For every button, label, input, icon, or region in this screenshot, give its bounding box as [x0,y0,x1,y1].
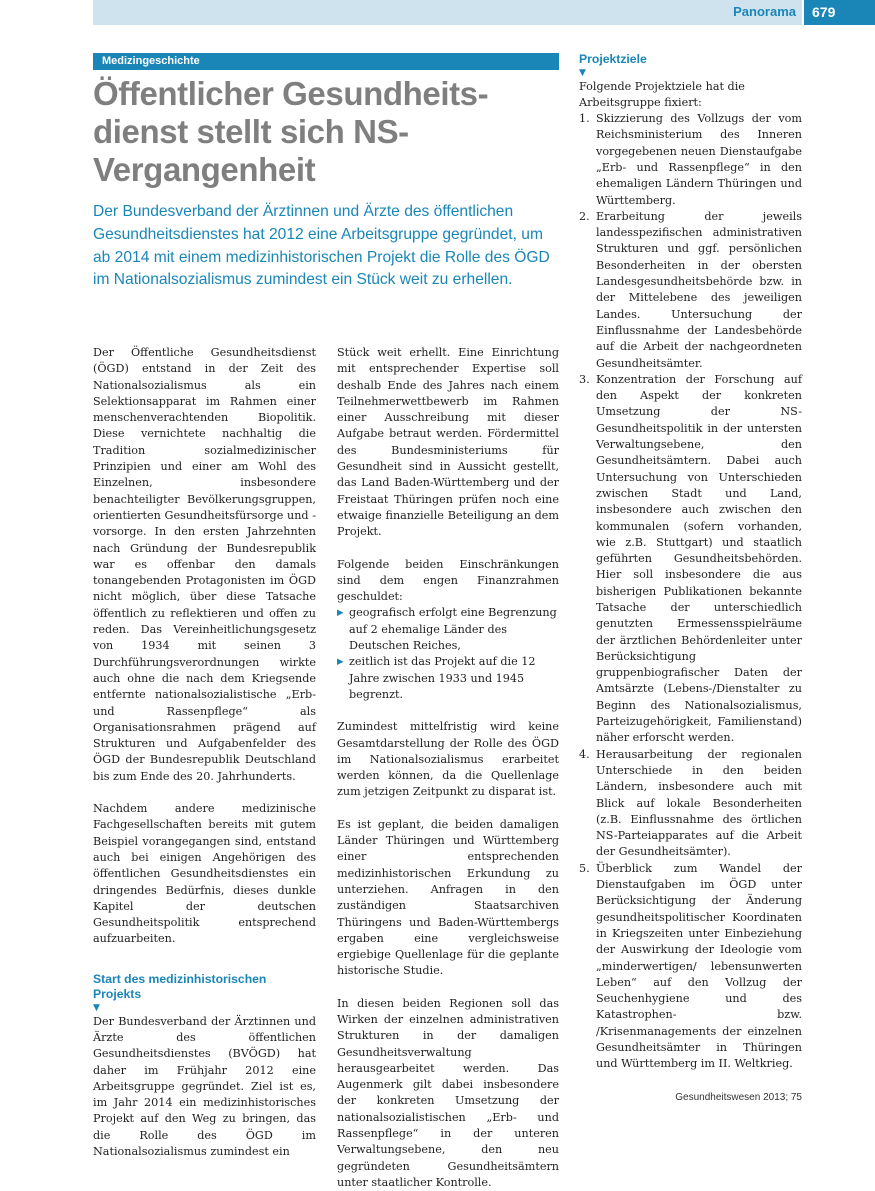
column-1 [93,345,316,1160]
kicker-label: Medizingeschichte [93,53,559,70]
paragraph: Stück weit erhellt. Eine Einrichtung mit entsprechender Expertise soll deshalb Ende des Jahres nach einem Teilnehmerwettbewerb im Rahmen einer Ausschreibung mit dieser Aufgabe betraut werden. Fördermittel des Bundesministeriums für Gesundheit sind in Aussicht gestellt, das Land Baden-Württemberg und der Freistaat Thüringen prüfen noch eine etwaige finanzielle Beteiligung an dem Projekt. [337,346,559,539]
footer-citation: Gesundheitswesen 2013; 75 [675,1092,802,1103]
list-number: 2. [579,209,590,223]
section-heading: Projektziele [579,52,647,66]
goals-list [579,111,802,1073]
section-heading-block [93,972,316,1014]
list-item [579,861,802,1073]
list-number: 1. [579,112,590,126]
paragraph: Zumindest mittelfristig wird keine Gesamtdarstellung der Rolle des ÖGD im Nationalsozialismus erarbeitet werden können, da die Quellenlage zum jetzigen Zeitpunkt zu disparat ist. [337,720,559,799]
list-item-text: geografisch erfolgt eine Begrenzung auf 2 ehemalige Länder des Deutschen Reiches, [349,606,557,653]
list-item [579,111,802,209]
paragraph: In diesen beiden Regionen soll das Wirken der einzelnen administrativen Strukturen in der damaligen Gesundheitsverwaltung herausgearbeitet werden. Das Augenmerk gilt dabei insbesondere der konkreten Umsetzung der nationalsozialistischen „Erb- und Rassenpflege“ in der unteren Verwaltungsebene, den neu gegründeten Gesundheitsämtern unter staatlicher Kontrolle. [337,996,559,1189]
triangle-right-icon: ▶ [337,657,344,668]
paragraph: Der Öffentliche Gesundheitsdienst (ÖGD) entstand in der Zeit des Nationalsozialismus als ein Selektionsapparat im Rahmen einer menschenverachtenden Biopolitik. Diese vernichtete nachhaltig die Tradition sozialmedizinischer Prinzipien und einer am Wohl des Einzelnen, insbesondere benachteiligter Bevölkerungsgruppen, orientierten Gesundheitsfürsorge und -vorsorge. In den ersten Jahrzehnten nach Gründung der Bundesrepublik war es offenbar den damals tonangebenden Protagonisten im ÖGD nicht möglich, über diese Tatsache öffentlich zu reflektieren und offen zu reden. Das Vereinheitlichungsgesetz von 1934 mit seinen 3 Durchführungsverordnungen wirkte auch ohne die nach dem Kriegsende entfernte nationalsozialistische „Erb- und Rassenpflege“ als Organisationsrahmen prägend auf Strukturen und Aufgabenfelder des ÖGD der Bundesrepublik Deutschland bis zum Ende des 20. Jahrhunderts. [93,346,316,783]
section-label: Panorama [733,4,796,19]
list-item [579,747,802,861]
header-bar [93,0,802,25]
bullet-list [337,605,559,703]
list-item-text: Skizzierung des Vollzugs der vom Reichsministerium des Inneren vorgegebenen neuen Dienstaufgabe „Erb- und Rassenpflege“ in den ehemaligen Ländern Thüringen und Württemberg. [596,112,802,207]
list-number: 4. [579,747,590,761]
article-title: Öffentlicher Gesundheits-dienst stellt sich NS-Vergangenheit [93,75,489,188]
section-heading: Start des medizinhistorischen Projekts [93,971,267,1002]
page-number: 679 [804,0,875,25]
list-number: 3. [579,372,590,386]
list-item-text: Erarbeitung der jeweils landesspezifischen administrativen Strukturen und ggf. persönlichen Besonderheiten in der obersten Landesgesundheitsbehörde bzw. in der Mittelebene des jeweiligen Landes. Untersuchung der Einflussnahme der Landesbehörde auf die Arbeit der nachgeordneten Gesundheitsämter. [596,209,802,370]
paragraph: Der Bundesverband der Ärztinnen und Ärzte des öffentlichen Gesundheitsdienstes (BVÖGD) hat daher im Frühjahr 2012 eine Arbeitsgruppe gegründet. Ziel ist es, im Jahr 2014 ein medizinhistorisches Projekt auf den Weg zu bringen, das die Rolle des ÖGD im Nationalsozialismus zumindest ein [93,1014,316,1159]
article-lead: Der Bundesverband der Ärztinnen und Ärzte des öffentlichen Gesundheitsdienstes hat 2012 eine Arbeitsgruppe gegründet, um ab 2014 mit einem medizinhistorischen Projekt die Rolle des ÖGD im Nationalsozialismus zumindest ein Stück weit zu erhellen. [93,203,550,289]
list-item-text: zeitlich ist das Projekt auf die 12 Jahre zwischen 1933 und 1945 begrenzt. [349,655,536,701]
list-item [579,372,802,747]
list-item-text: Überblick zum Wandel der Dienstaufgaben im ÖGD unter Berücksichtigung der Änderung gesundheitspolitischer Koordinaten in Kriegszeiten unter Einbeziehung der Auswirkung der Ideologie vom „minderwertigen/ lebensunwerten Leben“ auf den Vollzug der Seuchenhygiene und des Katastrophen- bzw. /Krisenmanagements der einzelnen Gesundheitsämter in Thüringen und Württemberg im II. Weltkrieg. [596,861,802,1071]
triangle-down-icon: ▼ [579,67,586,78]
list-item-text: Konzentration der Forschung auf den Aspekt der konkreten Umsetzung der NS-Gesundheitspolitik in der untersten Verwaltungsebene, den Gesundheitsämtern. Dabei auch Untersuchung von Unterschieden zwischen Stadt und Land, insbesondere auch zwischen den kommunalen (sofern vorhanden, wie z.B. Stuttgart) und staatlich geführten Gesundheitsbehörden. Hier soll insbesondere die aus bisherigen Publikationen bekannte Tatsache der unterschiedlich genutzten Ermessensspielräume der ärztlichen Behördenleiter unter Berücksichtigung gruppenbiografischer Daten der Amtsärzte (Lebens-/Dienstalter zu Beginn des Nationalsozialismus, Parteizugehörigkeit, Familienstand) näher erforscht werden. [596,372,802,745]
paragraph: Folgende Projektziele hat die Arbeitsgruppe fixiert: [579,79,745,109]
list-number: 5. [579,861,590,875]
list-item-text: Herausarbeitung der regionalen Unterschiede in den beiden Ländern, insbesondere auch mit Blick auf lokale Besonderheiten (z.B. Einflussnahme des örtlichen NS-Parteiapparates auf die Arbeit der Gesundheitsämter). [596,747,802,859]
triangle-down-icon: ▼ [93,1002,100,1013]
triangle-right-icon: ▶ [337,608,344,619]
list-item [579,209,802,372]
paragraph: Nachdem andere medizinische Fachgesellschaften bereits mit gutem Beispiel vorangegangen sind, entstand auch bei einigen Angehörigen des öffentlichen Gesundheitsdienstes ein dringendes Bedürfnis, dieses dunkle Kapitel der deutschen Gesundheitspolitik entsprechend aufzuarbeiten. [93,802,316,946]
paragraph: Folgende beiden Einschränkungen sind dem engen Finanzrahmen geschuldet: [337,557,559,604]
paragraph: Es ist geplant, die beiden damaligen Länder Thüringen und Württemberg einer entsprechenden medizinhistorischen Erkundung zu unterziehen. Anfragen in den zuständigen Staatsarchiven Thüringens und Baden-Württembergs ergaben eine vergleichsweise ergiebige Quellenlage für die geplante historische Studie. [337,817,559,978]
column-3 [579,52,802,1073]
list-item [337,605,559,654]
list-item [337,654,559,703]
column-2 [337,345,559,1191]
